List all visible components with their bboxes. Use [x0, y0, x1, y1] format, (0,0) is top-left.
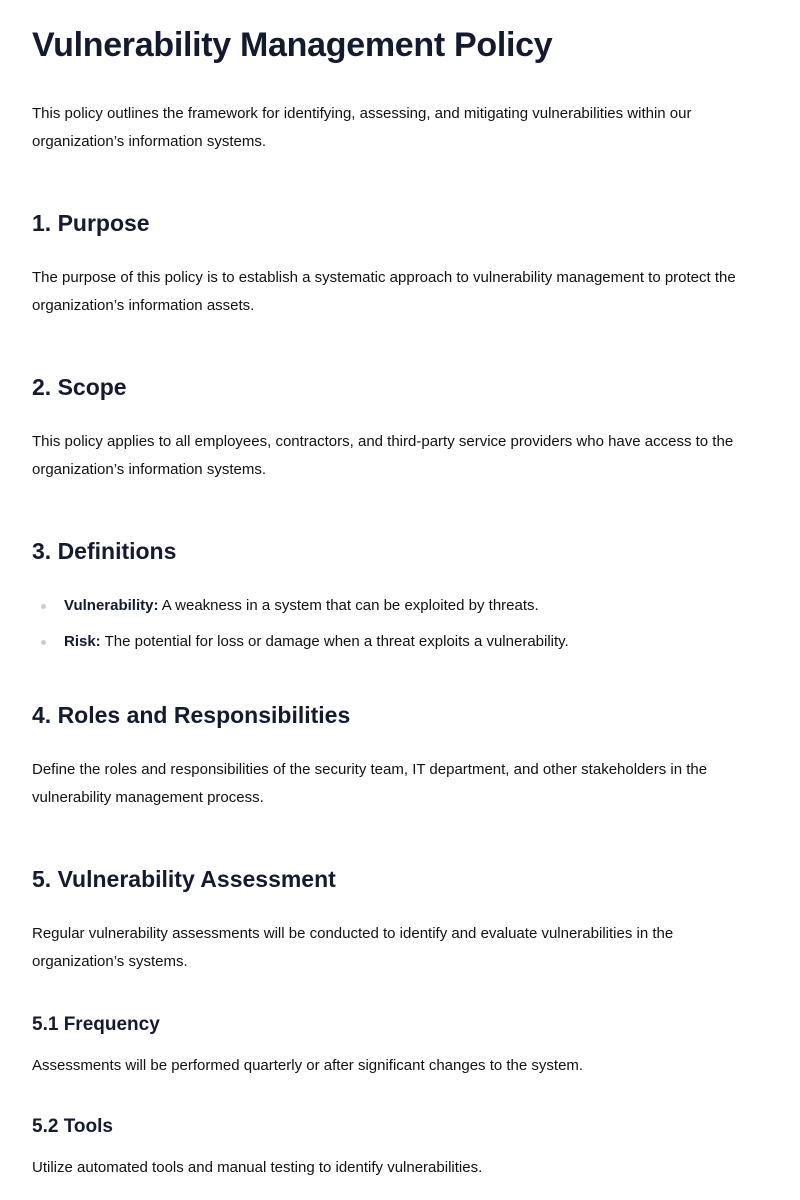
section-body-assessment: Regular vulnerability assessments will be conducted to identify and evaluate vulnerabilities in the organization’s systems.: [32, 925, 674, 970]
list-item: [32, 628, 768, 656]
section-body-scope: This policy applies to all employees, contractors, and third-party service providers who have access to the organization’s information systems.: [32, 433, 734, 478]
definition-term: Risk:: [64, 633, 101, 650]
definition-text: The potential for loss or damage when a threat exploits a vulnerability.: [100, 633, 569, 650]
definition-text: A weakness in a system that can be exploited by threats.: [158, 597, 539, 614]
section-purpose: [32, 208, 768, 320]
subsection-body-frequency: Assessments will be performed quarterly or after significant changes to the system.: [32, 1057, 584, 1074]
bullet-icon: [41, 604, 46, 609]
section-assessment: [32, 864, 768, 1182]
section-definitions: [32, 536, 768, 656]
list-item: [32, 592, 768, 620]
section-heading-definitions: 3. Definitions: [32, 538, 177, 564]
intro-paragraph: This policy outlines the framework for identifying, assessing, and mitigating vulnerabilities within our organization’s information systems.: [32, 105, 692, 150]
subsection-heading-tools: 5.2 Tools: [32, 1116, 113, 1137]
bullet-icon: [41, 640, 46, 645]
page-title: Vulnerability Management Policy: [32, 26, 553, 64]
subsection-heading-frequency: 5.1 Frequency: [32, 1014, 160, 1035]
section-heading-roles: 4. Roles and Responsibilities: [32, 702, 351, 728]
definitions-list: [32, 592, 768, 656]
section-body-purpose: The purpose of this policy is to establish a systematic approach to vulnerability management to protect the organization’s information assets.: [32, 269, 736, 314]
definition-term: Vulnerability:: [64, 597, 159, 614]
section-heading-purpose: 1. Purpose: [32, 210, 150, 236]
section-heading-assessment: 5. Vulnerability Assessment: [32, 866, 336, 892]
section-body-roles: Define the roles and responsibilities of the security team, IT department, and other stakeholders in the vulnerability management process.: [32, 761, 708, 806]
section-scope: [32, 372, 768, 484]
section-heading-scope: 2. Scope: [32, 374, 127, 400]
subsection-body-tools: Utilize automated tools and manual testing to identify vulnerabilities.: [32, 1159, 483, 1176]
section-roles: [32, 700, 768, 812]
